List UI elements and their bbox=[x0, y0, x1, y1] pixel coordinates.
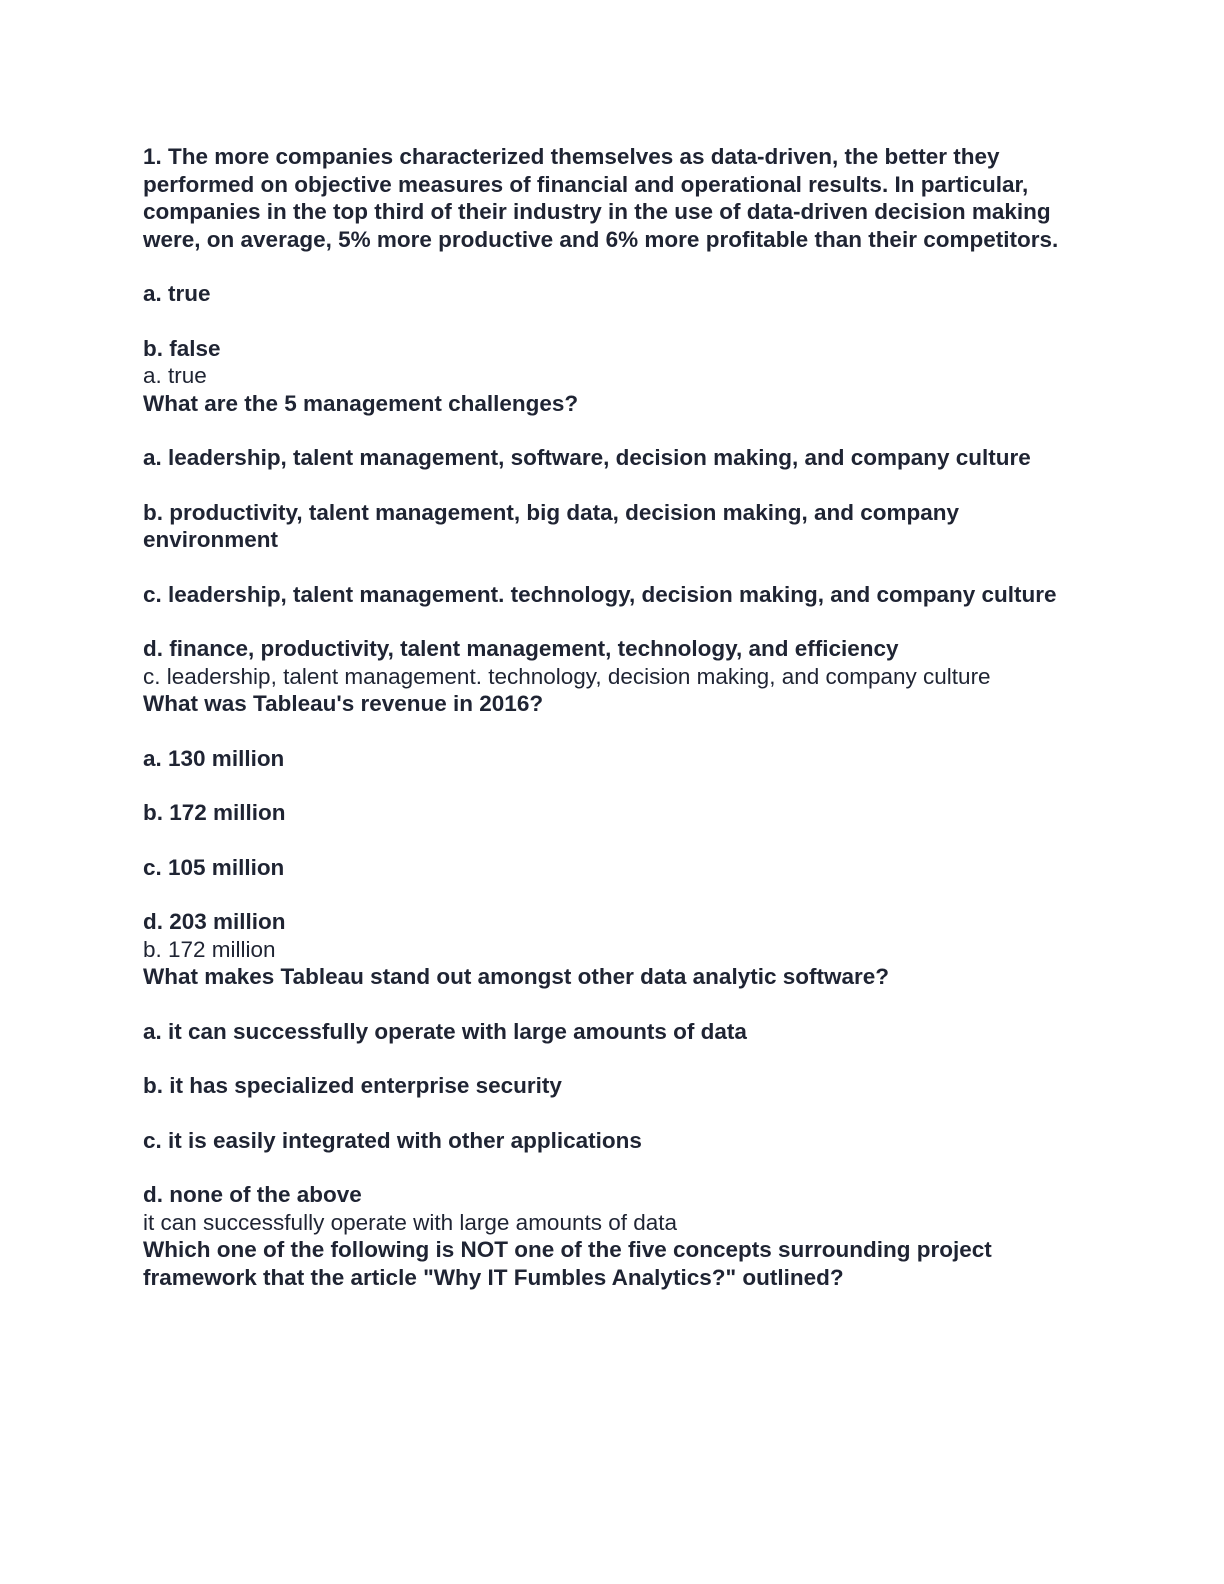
question-5: Which one of the following is NOT one of the five concepts surrounding project framework that the article "Why IT Fumbles Analytics?" outlined? bbox=[143, 1237, 992, 1290]
question-1-option-b: b. false bbox=[143, 335, 221, 361]
question-4-option-b: b. it has specialized enterprise security bbox=[143, 1073, 562, 1098]
question-1-option-a: a. true bbox=[143, 281, 211, 306]
question-4-option-a: a. it can successfully operate with large amounts of data bbox=[143, 1018, 747, 1044]
question-2-option-b: b. productivity, talent management, big data, decision making, and company environment bbox=[143, 499, 959, 552]
question-4: What makes Tableau stand out amongst other data analytic software? bbox=[143, 964, 889, 989]
question-3-option-a: a. 130 million bbox=[143, 745, 285, 771]
question-3-option-b: b. 172 million bbox=[143, 800, 286, 825]
question-2-option-a: a. leadership, talent management, software, decision making, and company culture bbox=[143, 445, 1031, 470]
question-1-answer: a. true bbox=[143, 363, 207, 388]
question-3: What was Tableau's revenue in 2016? bbox=[143, 691, 544, 716]
question-4-answer: it can successfully operate with large amounts of data bbox=[143, 1209, 678, 1235]
question-4-option-d: d. none of the above bbox=[143, 1182, 362, 1207]
question-2-option-d: d. finance, productivity, talent management, technology, and efficiency bbox=[143, 636, 899, 661]
question-2-option-c: c. leadership, talent management. technology, decision making, and company culture bbox=[143, 581, 1057, 607]
document-page bbox=[143, 143, 1063, 1291]
question-1: 1. The more companies characterized themselves as data-driven, the better they performed on objective measures of financial and operational results. In particular, companies in the top third of their industry in the use of data-driven decision making were, on average, 5% more productive and 6% more profitable than their competitors. bbox=[143, 144, 1059, 252]
question-2: What are the 5 management challenges? bbox=[143, 390, 579, 416]
question-3-answer: b. 172 million bbox=[143, 936, 276, 962]
question-2-answer: c. leadership, talent management. technology, decision making, and company culture bbox=[143, 663, 991, 689]
question-3-option-d: d. 203 million bbox=[143, 909, 286, 934]
question-3-option-c: c. 105 million bbox=[143, 854, 285, 880]
question-4-option-c: c. it is easily integrated with other applications bbox=[143, 1127, 642, 1153]
